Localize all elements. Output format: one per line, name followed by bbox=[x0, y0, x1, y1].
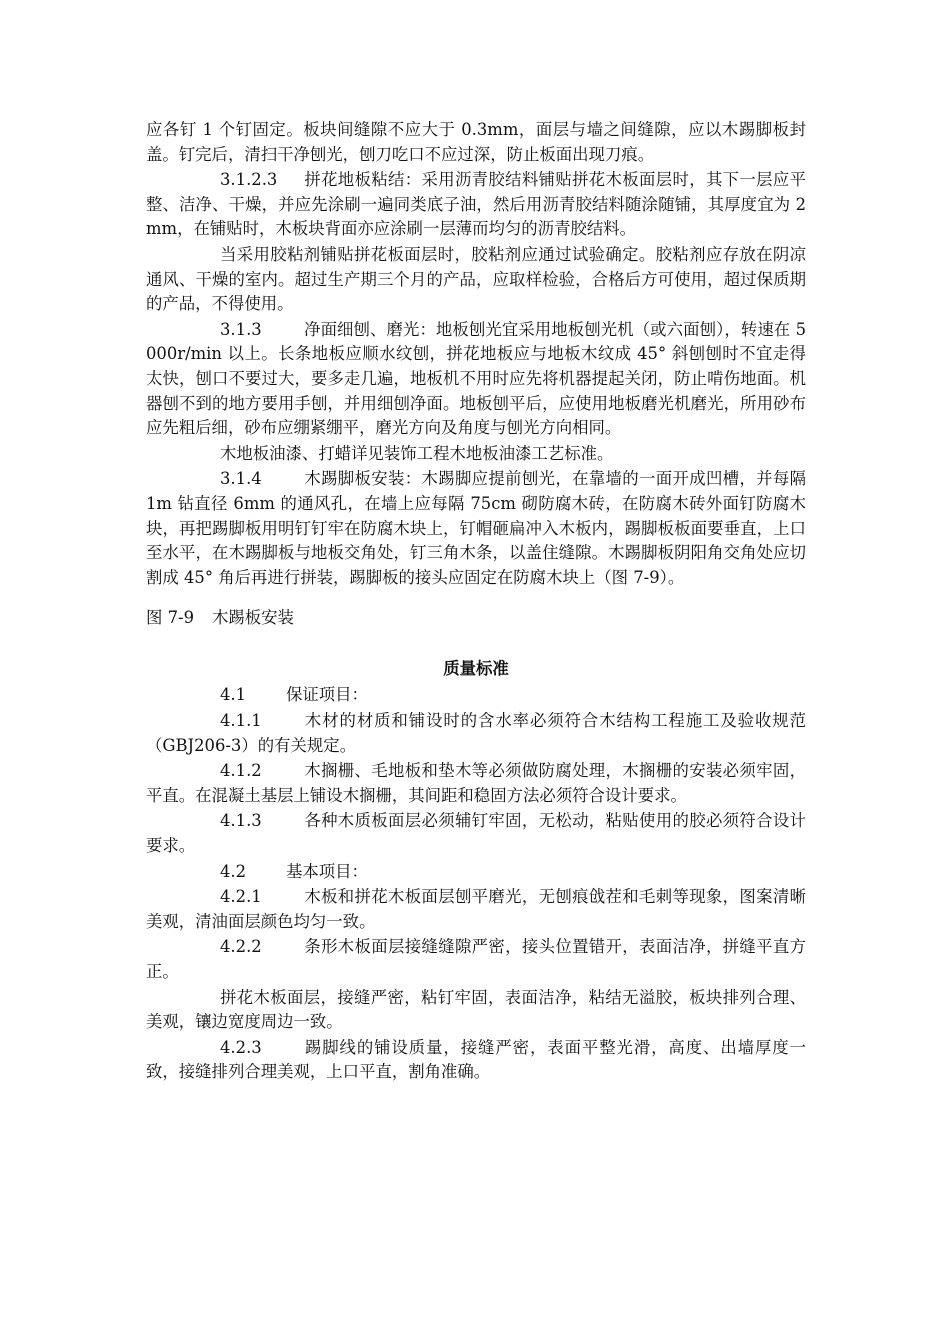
section-heading: 质量标准 bbox=[443, 658, 509, 678]
paragraph bbox=[146, 860, 806, 885]
clause-number: 4.2.2 bbox=[220, 937, 262, 957]
paragraph-text: 木板和拼花木板面层刨平磨光，无刨痕戗茬和毛刺等现象，图案清晰美观，清油面层颜色均匀一致。 bbox=[146, 887, 806, 931]
paragraph bbox=[146, 986, 806, 1035]
paragraph bbox=[146, 442, 806, 467]
paragraph-text: 拼花木板面层，接缝严密，粘钉牢固，表面洁净，粘结无溢胶，板块排列合理、美观，镶边宽度周边一致。 bbox=[146, 987, 806, 1032]
paragraph-text: 木搁栅、毛地板和垫木等必须做防腐处理，木搁栅的安装必须牢固，平直。在混凝土基层上铺设木搁栅，其间距和稳固方法必须符合设计要求。 bbox=[146, 761, 806, 805]
clause-number: 4.2.3 bbox=[220, 1037, 262, 1057]
figure-title: 木踢板安装 bbox=[212, 608, 294, 628]
paragraph bbox=[146, 243, 806, 317]
paragraph bbox=[146, 683, 806, 708]
clause-number: 3.1.3 bbox=[220, 319, 262, 339]
clause-number: 3.1.2.3 bbox=[220, 170, 278, 190]
paragraph bbox=[146, 885, 806, 934]
clause-number: 4.1 bbox=[220, 685, 247, 705]
paragraph-text: 当采用胶粘剂铺贴拼花板面层时，胶粘剂应通过试验确定。胶粘剂应存放在阴凉通风、干燥的室内。超过生产期三个月的产品，应取样检验，合格后方可使用，超过保质期的产品，不得使用。 bbox=[146, 244, 806, 314]
paragraph bbox=[146, 168, 806, 242]
paragraph-text: 条形木板面层接缝缝隙严密，接头位置错开，表面洁净，拼缝平直方正。 bbox=[146, 937, 806, 981]
paragraph bbox=[146, 935, 806, 984]
clause-number: 4.2 bbox=[220, 861, 247, 881]
body-text-bottom bbox=[146, 683, 806, 1085]
paragraph-text: 木材的材质和铺设时的含水率必须符合木结构工程施工及验收规范（GBJ206-3）的有关规定。 bbox=[146, 711, 806, 755]
paragraph bbox=[146, 1036, 806, 1085]
document-page bbox=[146, 118, 806, 1086]
paragraph bbox=[146, 118, 806, 167]
paragraph-text: 应各钉 1 个钉固定。板块间缝隙不应大于 0.3mm，面层与墙之间缝隙，应以木踢脚板封盖。钉完后，清扫干净刨光，刨刀吃口不应过深，防止板面出现刀痕。 bbox=[146, 120, 806, 164]
paragraph-text: 拼花地板粘结：采用沥青胶结料铺贴拼花木板面层时，其下一层应平整、洁净、干燥，并应先涂刷一遍同类底子油，然后用沥青胶结料随涂随铺，其厚度宜为 2mm，在铺贴时，木板块背面亦应涂刷一层薄而均匀的沥青胶结料。 bbox=[146, 170, 806, 239]
figure-number: 图 7-9 bbox=[146, 608, 194, 628]
clause-number: 4.2.1 bbox=[220, 887, 262, 907]
paragraph bbox=[146, 809, 806, 858]
clause-number: 4.1.2 bbox=[220, 761, 262, 781]
paragraph-text: 基本项目： bbox=[286, 861, 368, 881]
clause-number: 4.1.3 bbox=[220, 811, 262, 831]
clause-number: 4.1.1 bbox=[220, 711, 262, 731]
body-text-top bbox=[146, 118, 806, 590]
paragraph-text: 净面细刨、磨光：地板刨光宜采用地板刨光机（或六面刨），转速在 5000r/min 以上。长条地板应顺水纹刨，拼花地板应与地板木纹成 45° 斜刨刨时不宜走得太快，刨口不要过大，要多走几遍，地板机不用时应先将机器提起关闭，防止啃伤地面。机器刨不到的地方要用手刨，并用细刨净面。地板刨平后，应使用地板磨光机磨光，所用砂布应先粗后细，砂布应绷紧绷平，磨光方向及角度与刨光方向相同。 bbox=[146, 319, 806, 438]
paragraph bbox=[146, 318, 806, 441]
clause-number: 3.1.4 bbox=[220, 469, 262, 489]
paragraph-text: 各种木质板面层必须辅钉牢固，无松动，粘贴使用的胶必须符合设计要求。 bbox=[146, 811, 806, 856]
paragraph-text: 木踢脚板安装：木踢脚应提前刨光，在靠墙的一面开成凹槽，并每隔 1m 钻直径 6mm 的通风孔，在墙上应每隔 75cm 砌防腐木砖，在防腐木砖外面钉防腐木块，再把踢脚板用明钉钉牢在防腐木块上，钉帽砸扁冲入木板内，踢脚板板面要垂直，上口至水平，在木踢脚板与地板交角处，钉三角木条，以盖住缝隙。木踢脚板阴阳角交角处应切割成 45° 角后再进行拼装，踢脚板的接头应固定在防腐木块上（图 7-9）。 bbox=[146, 469, 806, 587]
paragraph-text: 木地板油漆、打蜡详见装饰工程木地板油漆工艺标准。 bbox=[220, 443, 614, 463]
paragraph bbox=[146, 467, 806, 590]
figure-caption bbox=[146, 606, 806, 631]
paragraph bbox=[146, 709, 806, 758]
paragraph-text: 踢脚线的铺设质量，接缝严密，表面平整光滑，高度、出墙厚度一致，接缝排列合理美观，上口平直，割角准确。 bbox=[146, 1037, 806, 1082]
paragraph-text: 保证项目： bbox=[286, 685, 368, 705]
paragraph bbox=[146, 759, 806, 808]
